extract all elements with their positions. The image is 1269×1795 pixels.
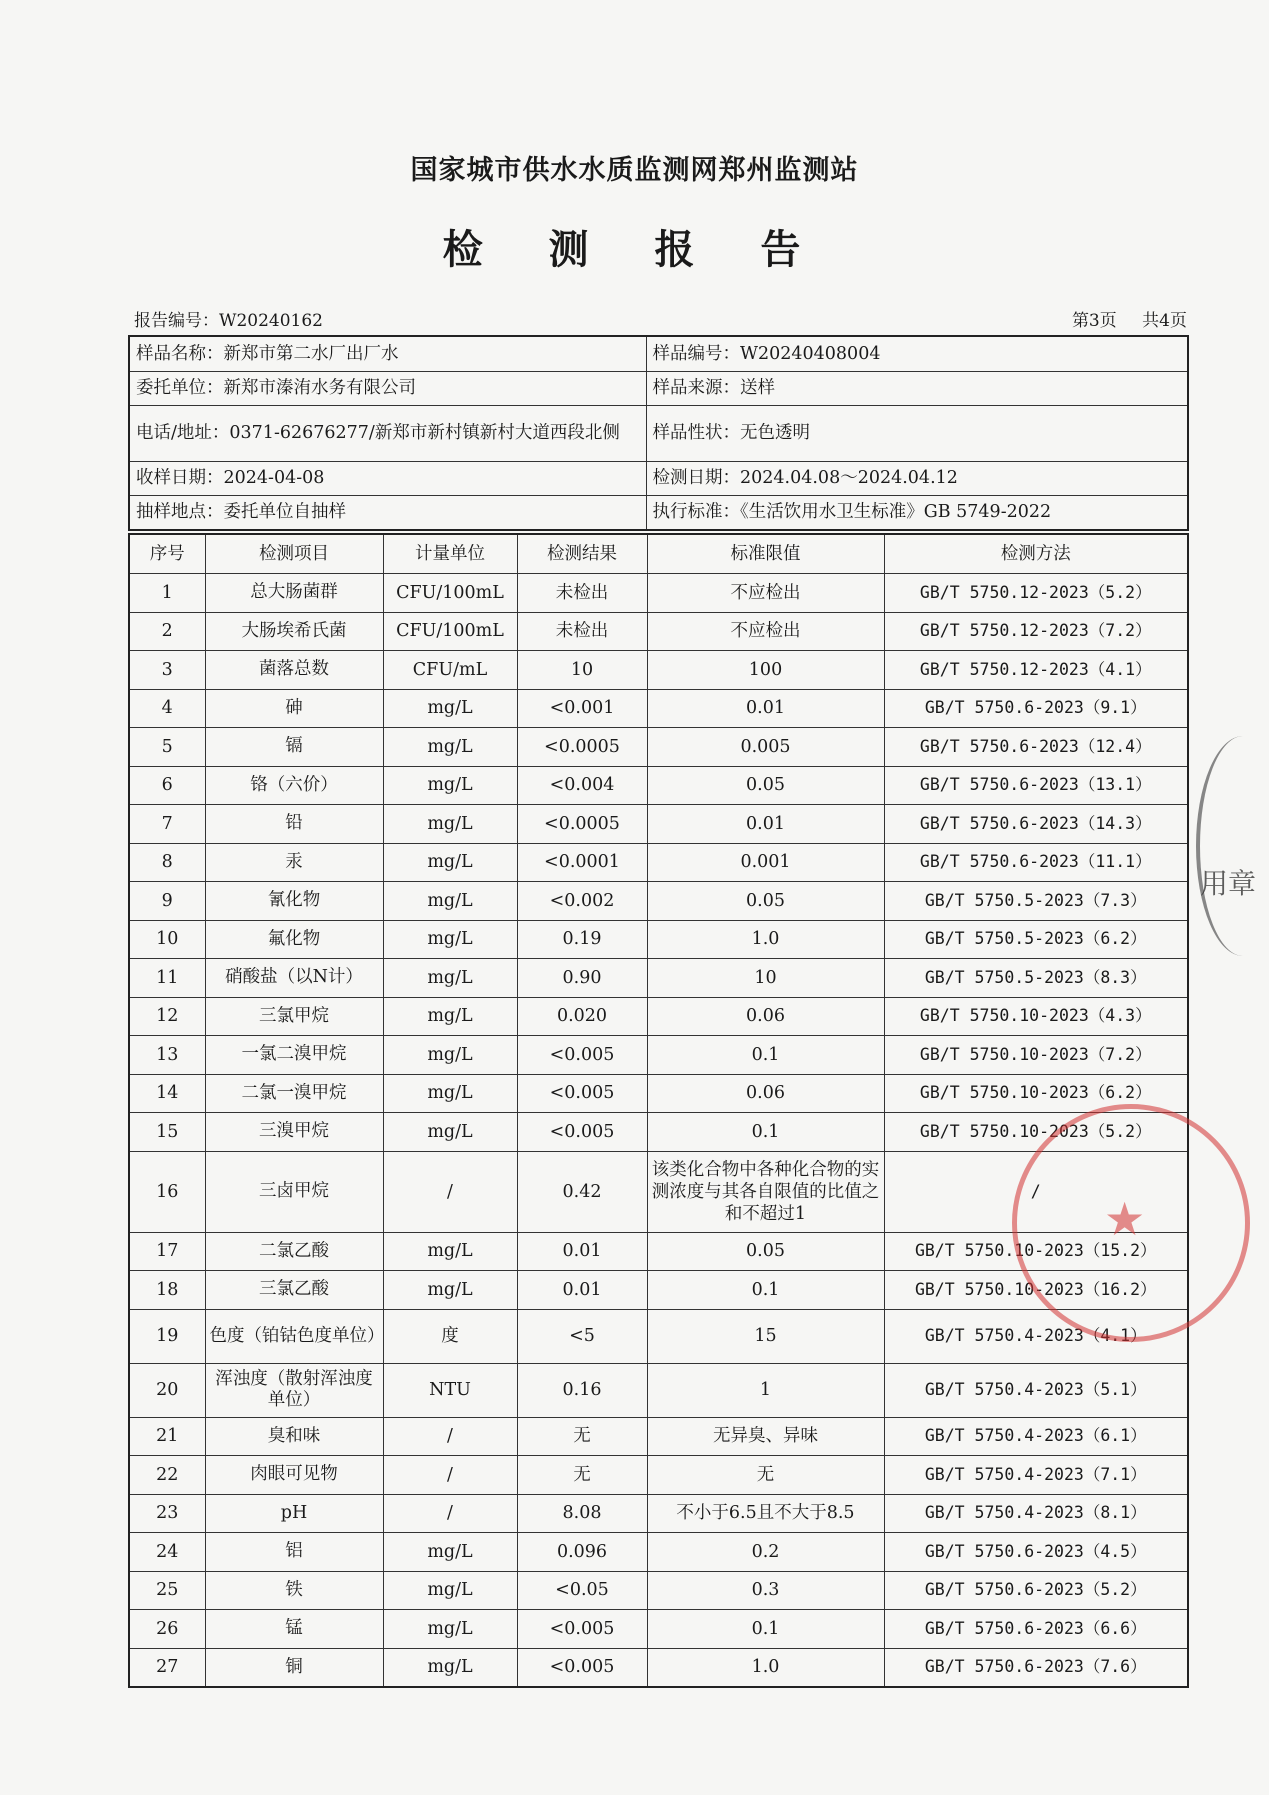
row-limit: 0.01 xyxy=(647,689,884,728)
row-method: GB/T 5750.4-2023（7.1） xyxy=(884,1456,1188,1495)
table-row xyxy=(129,1036,1188,1075)
sampling-location: 委托单位自抽样 xyxy=(223,502,346,523)
row-item: 三氯甲烷 xyxy=(205,997,383,1036)
col-header-no: 序号 xyxy=(129,534,205,574)
row-item: 色度（铂钴色度单位） xyxy=(205,1309,383,1363)
row-limit: 10 xyxy=(647,959,884,998)
row-unit: mg/L xyxy=(383,1571,517,1610)
row-no: 27 xyxy=(129,1648,205,1687)
report-title: 检 测 报 告 xyxy=(442,226,827,273)
row-no: 14 xyxy=(129,1074,205,1113)
row-method: GB/T 5750.12-2023（5.2） xyxy=(884,574,1188,613)
table-row xyxy=(129,1571,1188,1610)
row-result: <0.005 xyxy=(517,1074,647,1113)
row-item: 大肠埃希氏菌 xyxy=(205,612,383,651)
row-unit: / xyxy=(383,1456,517,1495)
row-no: 5 xyxy=(129,728,205,767)
row-limit: 0.06 xyxy=(647,1074,884,1113)
row-unit: mg/L xyxy=(383,920,517,959)
row-method: / xyxy=(884,1151,1188,1232)
row-item: 三氯乙酸 xyxy=(205,1271,383,1310)
row-method: GB/T 5750.10-2023（6.2） xyxy=(884,1074,1188,1113)
row-unit: mg/L xyxy=(383,1074,517,1113)
report-meta-row xyxy=(134,306,1187,331)
row-item: 臭和味 xyxy=(205,1417,383,1456)
table-row xyxy=(129,882,1188,921)
contact: 0371-62676277/新郑市新村镇新村大道西段北侧 xyxy=(229,423,620,443)
table-row xyxy=(129,1533,1188,1572)
row-no: 6 xyxy=(129,766,205,805)
row-limit: 0.1 xyxy=(647,1036,884,1075)
row-method: GB/T 5750.12-2023（7.2） xyxy=(884,612,1188,651)
red-seal-star-icon: ★ xyxy=(1104,1192,1146,1246)
row-limit: 0.1 xyxy=(647,1113,884,1152)
row-item: 铬（六价） xyxy=(205,766,383,805)
row-result: <5 xyxy=(517,1309,647,1363)
row-no: 26 xyxy=(129,1610,205,1649)
row-no: 17 xyxy=(129,1232,205,1271)
row-item: 菌落总数 xyxy=(205,651,383,690)
row-no: 16 xyxy=(129,1151,205,1232)
client: 新郑市溱洧水务有限公司 xyxy=(223,378,416,398)
row-unit: mg/L xyxy=(383,1271,517,1310)
row-no: 15 xyxy=(129,1113,205,1152)
table-row xyxy=(129,1456,1188,1495)
row-limit: 0.05 xyxy=(647,766,884,805)
row-result: 0.01 xyxy=(517,1232,647,1271)
row-method: GB/T 5750.5-2023（8.3） xyxy=(884,959,1188,998)
row-result: 0.42 xyxy=(517,1151,647,1232)
row-no: 8 xyxy=(129,843,205,882)
row-limit: 1 xyxy=(647,1363,884,1417)
sample-name-cell: 样品名称：新郑市第二水厂出厂水 xyxy=(129,336,646,371)
received-cell: 收样日期：2024-04-08 xyxy=(129,461,646,495)
row-method: GB/T 5750.10-2023（7.2） xyxy=(884,1036,1188,1075)
row-method: GB/T 5750.4-2023（8.1） xyxy=(884,1494,1188,1533)
row-unit: mg/L xyxy=(383,843,517,882)
row-unit: mg/L xyxy=(383,1113,517,1152)
row-item: 硝酸盐（以N计） xyxy=(205,959,383,998)
row-limit: 不应检出 xyxy=(647,612,884,651)
row-no: 12 xyxy=(129,997,205,1036)
row-limit: 不应检出 xyxy=(647,574,884,613)
page-number: 第3页 xyxy=(1071,311,1117,331)
row-result: <0.05 xyxy=(517,1571,647,1610)
row-unit: mg/L xyxy=(383,766,517,805)
partial-stamp-edge xyxy=(1196,736,1269,956)
row-method: GB/T 5750.5-2023（6.2） xyxy=(884,920,1188,959)
page-total: 共4页 xyxy=(1142,311,1187,331)
table-row xyxy=(129,1417,1188,1456)
row-limit: 0.01 xyxy=(647,805,884,844)
row-no: 20 xyxy=(129,1363,205,1417)
row-limit: 0.001 xyxy=(647,843,884,882)
table-row xyxy=(129,805,1188,844)
row-unit: NTU xyxy=(383,1363,517,1417)
row-method: GB/T 5750.4-2023（5.1） xyxy=(884,1363,1188,1417)
row-result: <0.004 xyxy=(517,766,647,805)
sample-info-table xyxy=(128,335,1189,531)
appearance: 无色透明 xyxy=(740,423,810,443)
results-table xyxy=(128,533,1189,1688)
col-header-method: 检测方法 xyxy=(884,534,1188,574)
row-unit: mg/L xyxy=(383,1610,517,1649)
row-result: 0.19 xyxy=(517,920,647,959)
sample-no-cell: 样品编号：W20240408004 xyxy=(646,336,1188,371)
row-result: <0.0001 xyxy=(517,843,647,882)
row-no: 9 xyxy=(129,882,205,921)
row-unit: mg/L xyxy=(383,997,517,1036)
row-item: 铜 xyxy=(205,1648,383,1687)
row-item: 铁 xyxy=(205,1571,383,1610)
table-row xyxy=(129,1610,1188,1649)
row-no: 3 xyxy=(129,651,205,690)
row-no: 22 xyxy=(129,1456,205,1495)
table-row xyxy=(129,1113,1188,1152)
row-no: 10 xyxy=(129,920,205,959)
row-method: GB/T 5750.5-2023（7.3） xyxy=(884,882,1188,921)
row-result: 未检出 xyxy=(517,574,647,613)
table-row xyxy=(129,574,1188,613)
row-method: GB/T 5750.6-2023（13.1） xyxy=(884,766,1188,805)
row-result: 10 xyxy=(517,651,647,690)
row-no: 19 xyxy=(129,1309,205,1363)
row-limit: 0.06 xyxy=(647,997,884,1036)
row-limit: 100 xyxy=(647,651,884,690)
row-method: GB/T 5750.4-2023（6.1） xyxy=(884,1417,1188,1456)
row-item: 二氯乙酸 xyxy=(205,1232,383,1271)
row-no: 23 xyxy=(129,1494,205,1533)
row-unit: / xyxy=(383,1151,517,1232)
row-limit: 0.05 xyxy=(647,1232,884,1271)
row-no: 1 xyxy=(129,574,205,613)
row-result: 8.08 xyxy=(517,1494,647,1533)
row-method: GB/T 5750.10-2023（5.2） xyxy=(884,1113,1188,1152)
row-no: 25 xyxy=(129,1571,205,1610)
col-header-unit: 计量单位 xyxy=(383,534,517,574)
row-limit: 无 xyxy=(647,1456,884,1495)
row-item: 铅 xyxy=(205,805,383,844)
row-method: GB/T 5750.10-2023（4.3） xyxy=(884,997,1188,1036)
org-name: 国家城市供水水质监测网郑州监测站 xyxy=(410,155,859,186)
client-cell: 委托单位：新郑市溱洧水务有限公司 xyxy=(129,371,646,405)
table-row xyxy=(129,1309,1188,1363)
row-result: 0.01 xyxy=(517,1271,647,1310)
row-limit: 0.05 xyxy=(647,882,884,921)
row-unit: / xyxy=(383,1417,517,1456)
row-unit: CFU/100mL xyxy=(383,612,517,651)
row-unit: mg/L xyxy=(383,882,517,921)
row-no: 11 xyxy=(129,959,205,998)
row-no: 18 xyxy=(129,1271,205,1310)
row-item: 三溴甲烷 xyxy=(205,1113,383,1152)
row-unit: 度 xyxy=(383,1309,517,1363)
row-item: 氰化物 xyxy=(205,882,383,921)
table-row xyxy=(129,1648,1188,1687)
row-result: 0.16 xyxy=(517,1363,647,1417)
row-no: 2 xyxy=(129,612,205,651)
row-item: 铝 xyxy=(205,1533,383,1572)
row-no: 24 xyxy=(129,1533,205,1572)
report-number: 报告编号：W20240162 xyxy=(134,311,324,331)
row-result: 无 xyxy=(517,1456,647,1495)
table-row xyxy=(129,920,1188,959)
row-unit: CFU/mL xyxy=(383,651,517,690)
row-no: 21 xyxy=(129,1417,205,1456)
row-method: GB/T 5750.6-2023（5.2） xyxy=(884,1571,1188,1610)
row-result: <0.005 xyxy=(517,1036,647,1075)
table-row xyxy=(129,651,1188,690)
row-item: 砷 xyxy=(205,689,383,728)
test-date: 2024.04.08～2024.04.12 xyxy=(740,468,958,488)
row-limit: 0.2 xyxy=(647,1533,884,1572)
row-limit: 0.3 xyxy=(647,1571,884,1610)
standard-cell: 执行标准：《生活饮用水卫生标准》GB 5749-2022 xyxy=(646,495,1188,530)
row-method: GB/T 5750.6-2023（9.1） xyxy=(884,689,1188,728)
table-row xyxy=(129,1271,1188,1310)
results-header-row xyxy=(129,534,1188,574)
row-method: GB/T 5750.6-2023（12.4） xyxy=(884,728,1188,767)
row-result: 0.096 xyxy=(517,1533,647,1572)
contact-cell: 电话/地址：0371-62676277/新郑市新村镇新村大道西段北侧 xyxy=(129,405,646,461)
row-item: 一氯二溴甲烷 xyxy=(205,1036,383,1075)
row-method: GB/T 5750.10-2023（15.2） xyxy=(884,1232,1188,1271)
row-result: 无 xyxy=(517,1417,647,1456)
row-unit: mg/L xyxy=(383,689,517,728)
row-item: 锰 xyxy=(205,1610,383,1649)
col-header-item: 检测项目 xyxy=(205,534,383,574)
row-result: <0.0005 xyxy=(517,805,647,844)
table-row xyxy=(129,689,1188,728)
row-item: 总大肠菌群 xyxy=(205,574,383,613)
location-cell: 抽样地点：委托单位自抽样 xyxy=(129,495,646,530)
row-result: 0.020 xyxy=(517,997,647,1036)
row-unit: / xyxy=(383,1494,517,1533)
table-row xyxy=(129,1232,1188,1271)
row-result: 0.90 xyxy=(517,959,647,998)
row-item: pH xyxy=(205,1494,383,1533)
row-unit: CFU/100mL xyxy=(383,574,517,613)
sample-no: W20240408004 xyxy=(740,343,881,364)
sample-name: 新郑市第二水厂出厂水 xyxy=(223,343,399,364)
row-item: 浑浊度（散射浑浊度单位） xyxy=(205,1363,383,1417)
test-date-cell: 检测日期：2024.04.08～2024.04.12 xyxy=(646,461,1188,495)
table-row xyxy=(129,1151,1188,1232)
row-unit: mg/L xyxy=(383,1533,517,1572)
row-result: <0.005 xyxy=(517,1113,647,1152)
row-item: 镉 xyxy=(205,728,383,767)
row-no: 7 xyxy=(129,805,205,844)
row-method: GB/T 5750.6-2023（11.1） xyxy=(884,843,1188,882)
row-method: GB/T 5750.10-2023（16.2） xyxy=(884,1271,1188,1310)
row-limit: 1.0 xyxy=(647,1648,884,1687)
row-no: 13 xyxy=(129,1036,205,1075)
row-limit: 0.1 xyxy=(647,1271,884,1310)
row-limit: 1.0 xyxy=(647,920,884,959)
row-limit: 0.005 xyxy=(647,728,884,767)
row-unit: mg/L xyxy=(383,1648,517,1687)
table-row xyxy=(129,728,1188,767)
row-unit: mg/L xyxy=(383,959,517,998)
row-method: GB/T 5750.6-2023（6.6） xyxy=(884,1610,1188,1649)
appearance-cell: 样品性状：无色透明 xyxy=(646,405,1188,461)
row-unit: mg/L xyxy=(383,1036,517,1075)
row-result: <0.0005 xyxy=(517,728,647,767)
row-item: 肉眼可见物 xyxy=(205,1456,383,1495)
row-limit: 该类化合物中各种化合物的实测浓度与其各自限值的比值之和不超过1 xyxy=(647,1151,884,1232)
row-item: 三卤甲烷 xyxy=(205,1151,383,1232)
row-unit: mg/L xyxy=(383,1232,517,1271)
table-row xyxy=(129,1494,1188,1533)
row-result: <0.001 xyxy=(517,689,647,728)
row-limit: 不小于6.5且不大于8.5 xyxy=(647,1494,884,1533)
row-method: GB/T 5750.12-2023（4.1） xyxy=(884,651,1188,690)
page-indicator xyxy=(1052,306,1187,331)
row-method: GB/T 5750.6-2023（14.3） xyxy=(884,805,1188,844)
row-limit: 0.1 xyxy=(647,1610,884,1649)
row-result: 未检出 xyxy=(517,612,647,651)
row-method: GB/T 5750.4-2023（4.1） xyxy=(884,1309,1188,1363)
row-unit: mg/L xyxy=(383,805,517,844)
table-row xyxy=(129,766,1188,805)
row-result: <0.002 xyxy=(517,882,647,921)
row-item: 汞 xyxy=(205,843,383,882)
row-method: GB/T 5750.6-2023（4.5） xyxy=(884,1533,1188,1572)
table-row xyxy=(129,1363,1188,1417)
row-method: GB/T 5750.6-2023（7.6） xyxy=(884,1648,1188,1687)
table-row xyxy=(129,1074,1188,1113)
col-header-limit: 标准限值 xyxy=(647,534,884,574)
row-unit: mg/L xyxy=(383,728,517,767)
table-row xyxy=(129,959,1188,998)
table-row xyxy=(129,612,1188,651)
source-cell: 样品来源：送样 xyxy=(646,371,1188,405)
row-limit: 15 xyxy=(647,1309,884,1363)
received-date: 2024-04-08 xyxy=(223,468,325,488)
row-result: <0.005 xyxy=(517,1648,647,1687)
standard: 《生活饮用水卫生标准》GB 5749-2022 xyxy=(740,502,1052,523)
row-limit: 无异臭、异味 xyxy=(647,1417,884,1456)
table-row xyxy=(129,843,1188,882)
partial-stamp-text: 用章 xyxy=(1200,867,1257,900)
row-item: 二氯一溴甲烷 xyxy=(205,1074,383,1113)
row-item: 氟化物 xyxy=(205,920,383,959)
row-no: 4 xyxy=(129,689,205,728)
row-result: <0.005 xyxy=(517,1610,647,1649)
table-row xyxy=(129,997,1188,1036)
source: 送样 xyxy=(740,378,775,398)
col-header-result: 检测结果 xyxy=(517,534,647,574)
